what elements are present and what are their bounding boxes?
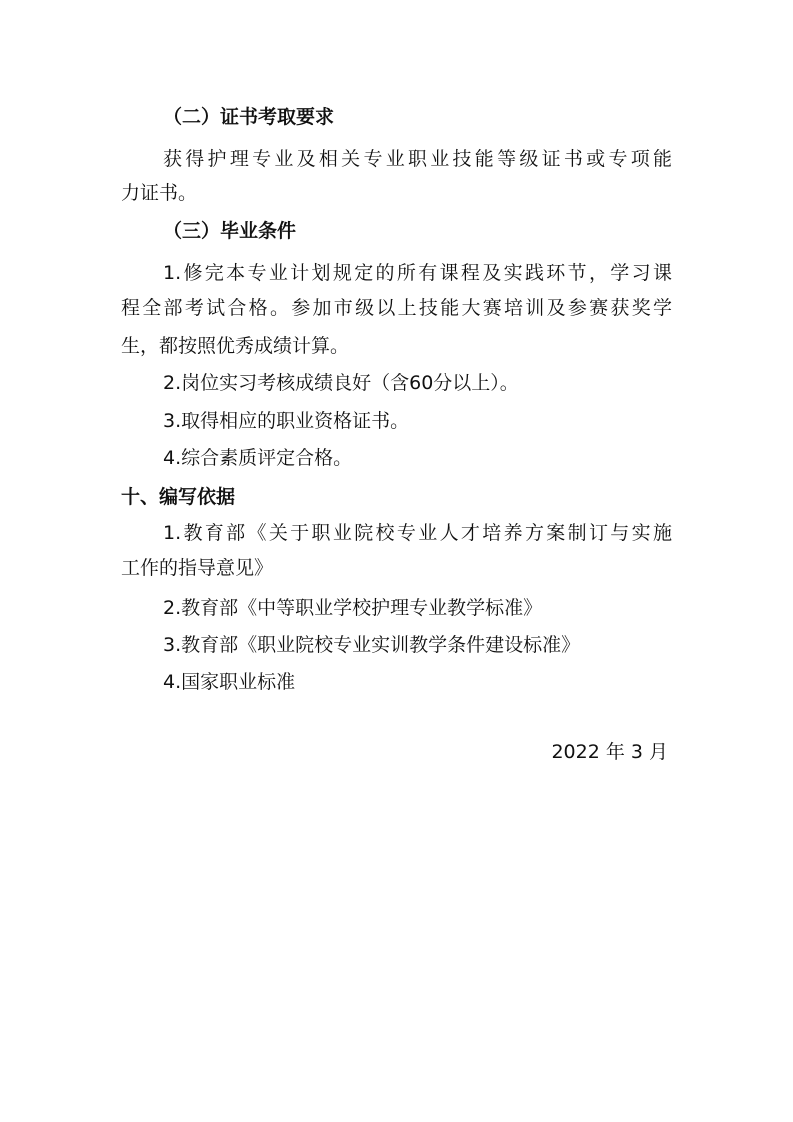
list-item: 4.综合素质评定合格。 bbox=[163, 447, 353, 469]
list-item-line: 程全部考试合格。参加市级以上技能大赛培训及参赛获奖学 bbox=[121, 297, 672, 319]
list-item-line: 1.教育部《关于职业院校专业人才培养方案制订与实施 bbox=[163, 522, 672, 544]
list-item: 3.取得相应的职业资格证书。 bbox=[163, 410, 410, 432]
paragraph-line: 力证书。 bbox=[121, 182, 198, 204]
list-item-line: 生，都按照优秀成绩计算。 bbox=[121, 335, 350, 357]
document-date: 2022 年 3 月 bbox=[551, 741, 668, 763]
list-item: 2.岗位实习考核成绩良好（含60分以上）。 bbox=[163, 372, 519, 394]
section-title-references: 十、编写依据 bbox=[121, 486, 236, 508]
list-item: 3.教育部《职业院校专业实训教学条件建设标准》 bbox=[163, 634, 581, 656]
section-title-graduation: （三）毕业条件 bbox=[163, 220, 297, 242]
paragraph-line: 获得护理专业及相关专业职业技能等级证书或专项能 bbox=[163, 148, 672, 170]
list-item: 2.教育部《中等职业学校护理专业教学标准》 bbox=[163, 597, 543, 619]
list-item-line: 1.修完本专业计划规定的所有课程及实践环节，学习课 bbox=[163, 262, 672, 284]
list-item: 4.国家职业标准 bbox=[163, 671, 296, 693]
list-item-line: 工作的指导意见》 bbox=[121, 557, 274, 579]
section-title-certificates: （二）证书考取要求 bbox=[163, 106, 335, 128]
